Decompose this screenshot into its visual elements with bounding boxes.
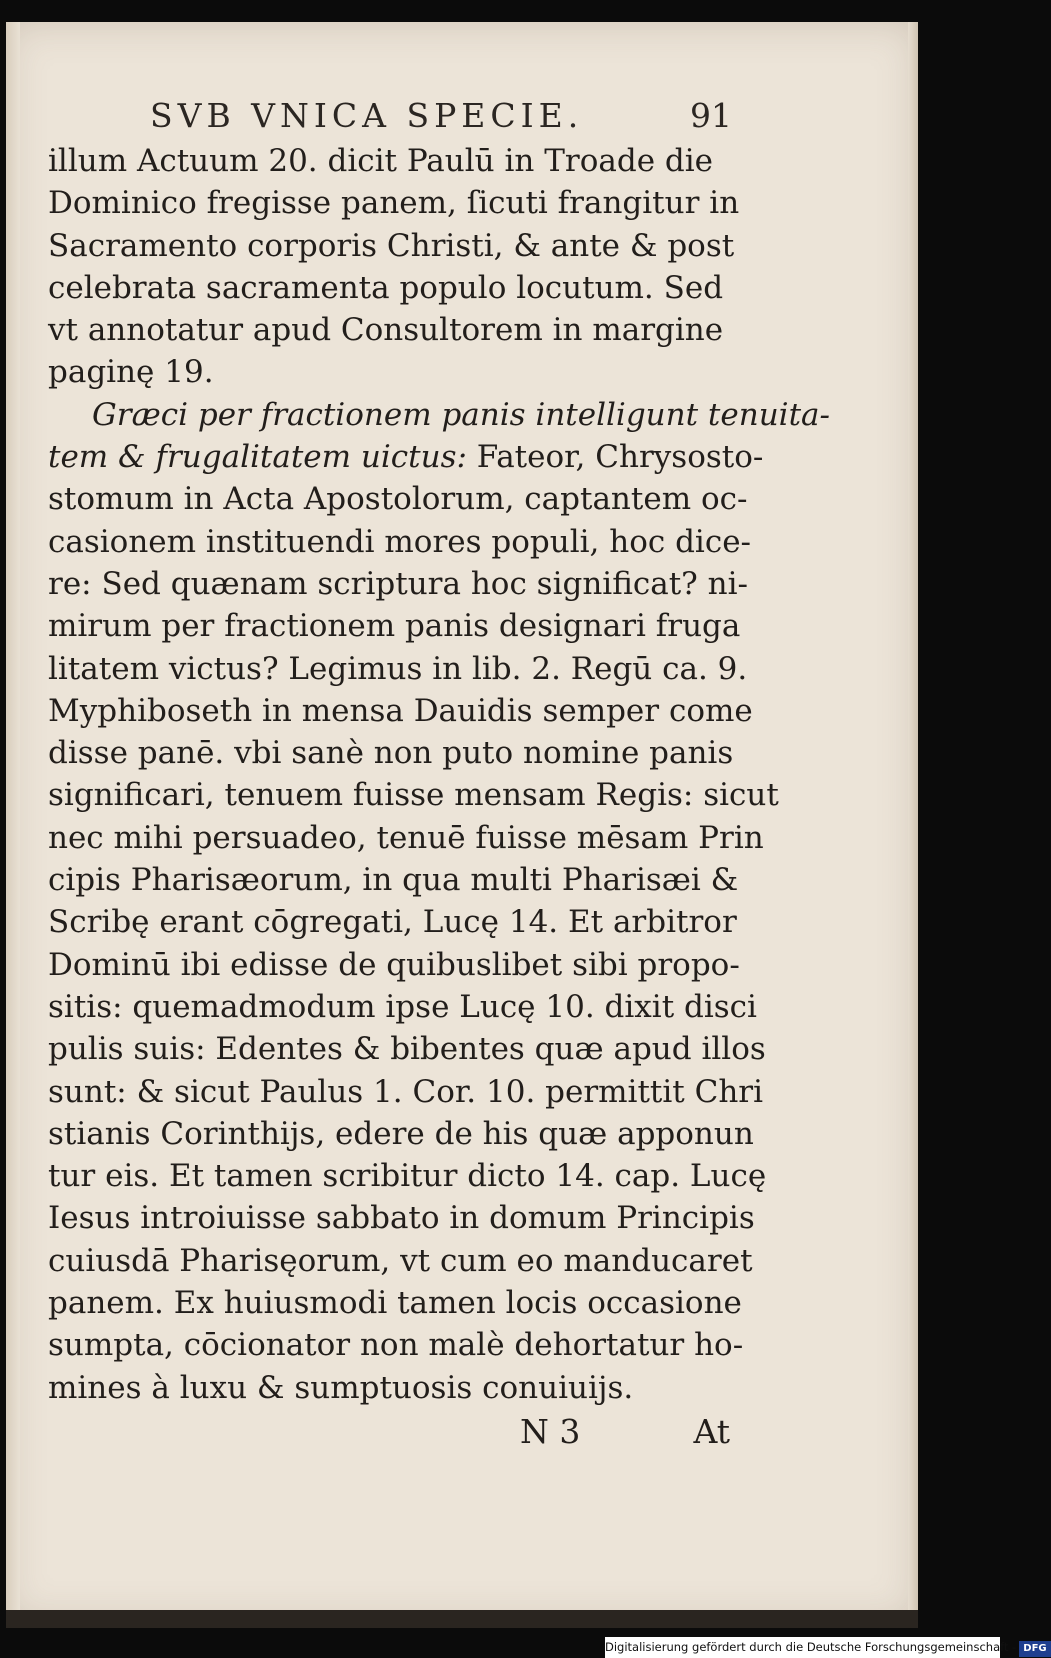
text-line [48,690,753,732]
text-line-main: litatem victus? Legimus in lib. 2. Regū ca. 9. [48,650,748,687]
signature-mark: N 3 [520,1412,581,1451]
text-line-main: celebrata sacramenta populo locutum. Sed [48,269,724,306]
text-line [48,986,757,1028]
text-line-main: cipis Pharisæorum, in qua multi Pharisæi & [48,862,739,899]
text-line-main: Myphiboseth in mensa Dauidis semper come [48,692,753,729]
text-line-main: sumpta, cōcionator non malè dehortatur ho- [48,1327,744,1364]
running-head: SVB VNICA SPECIE. [150,96,584,135]
text-line [48,859,739,901]
text-line-main: Scribę erant cōgregati, Lucę 14. Et arbitror [48,904,737,941]
text-line [48,901,737,943]
text-line-main: significari, tenuem fuisse mensam Regis: sicut [48,777,779,814]
text-line-main: panem. Ex huiusmodi tamen locis occasione [48,1285,742,1322]
text-line-main: casionem instituendi mores populi, hoc dice- [48,523,752,560]
text-line [48,817,764,859]
text-line-main: cuiusdā Pharisęorum, vt cum eo manducaret [48,1242,753,1279]
text-line-rest: Fateor, Chrysosto- [466,439,764,476]
text-line [48,478,748,520]
text-line [48,1367,728,1409]
text-line [48,1113,754,1155]
page-number: 91 [690,96,732,135]
text-line [48,225,735,267]
text-line [48,521,752,563]
body-text [48,140,830,1409]
text-line [48,1071,764,1113]
text-line [48,944,740,986]
text-line [48,1324,744,1366]
text-line-main: Iesus introiuisse sabbato in domum Principis [48,1200,755,1237]
text-line-main: Sacramento corporis Christi, & ante & post [48,227,735,264]
text-line [48,267,728,309]
text-line [48,1028,766,1070]
text-line-main: stomum in Acta Apostolorum, captantem oc- [48,481,748,518]
text-line-main: re: Sed quænam scriptura hoc significat? ni- [48,565,749,602]
text-line [48,436,764,478]
text-line [48,563,749,605]
text-line [48,351,728,393]
page-foot-row [520,1412,730,1456]
text-line [48,605,741,647]
book-bottom-edge [6,1610,918,1628]
text-line-main: disse panē. vbi sanè non puto nomine panis [48,735,734,772]
text-line [48,1282,742,1324]
text-line [48,648,748,690]
text-line [48,1197,755,1239]
text-line-main: stianis Corinthijs, edere de his quæ apponun [48,1115,754,1152]
text-line-main: Græci per fractionem panis intelligunt tenuita- [92,396,830,433]
text-line-main: sunt: & sicut Paulus 1. Cor. 10. permittit Chri [48,1073,764,1110]
text-line-main: Dominū ibi edisse de quibuslibet sibi propo- [48,946,740,983]
digitization-credit [605,1637,1047,1658]
text-line-main: vt annotatur apud Consultorem in margine [48,312,724,349]
text-line-main: mines à luxu & sumptuosis conuiuijs. [48,1369,634,1406]
text-line-main: illum Actuum 20. dicit Paulū in Troade die [48,143,714,179]
text-line [48,1155,767,1197]
text-line-main: tur eis. Et tamen scribitur dicto 14. cap. Lucę [48,1158,767,1195]
text-line [48,774,779,816]
catchword: At [693,1412,730,1451]
dfg-logo: DFG [1019,1641,1050,1657]
credit-text: Digitalisierung gefördert durch die Deutsche Forschungsgemeinschaft - [605,1640,1017,1654]
text-line [48,309,728,351]
text-line-main: sitis: quemadmodum ipse Lucę 10. dixit disci [48,988,757,1025]
text-line-main: nec mihi persuadeo, tenuē fuisse mēsam Prin [48,819,764,856]
text-line [48,1240,753,1282]
text-line [48,140,728,182]
text-line [48,394,830,436]
text-line [48,182,740,224]
text-line-main: tem & frugalitatem uictus: [48,439,467,476]
text-line-main: mirum per fractionem panis designari fruga [48,608,741,645]
page-right-edge [908,22,918,1622]
page-left-edge [6,22,20,1622]
text-line [48,732,734,774]
text-line-main: Dominico fregisse panem, ſicuti frangitur in [48,185,740,222]
text-line-main: pulis suis: Edentes & bibentes quæ apud illos [48,1031,766,1068]
text-line-main: paginę 19. [48,354,214,391]
